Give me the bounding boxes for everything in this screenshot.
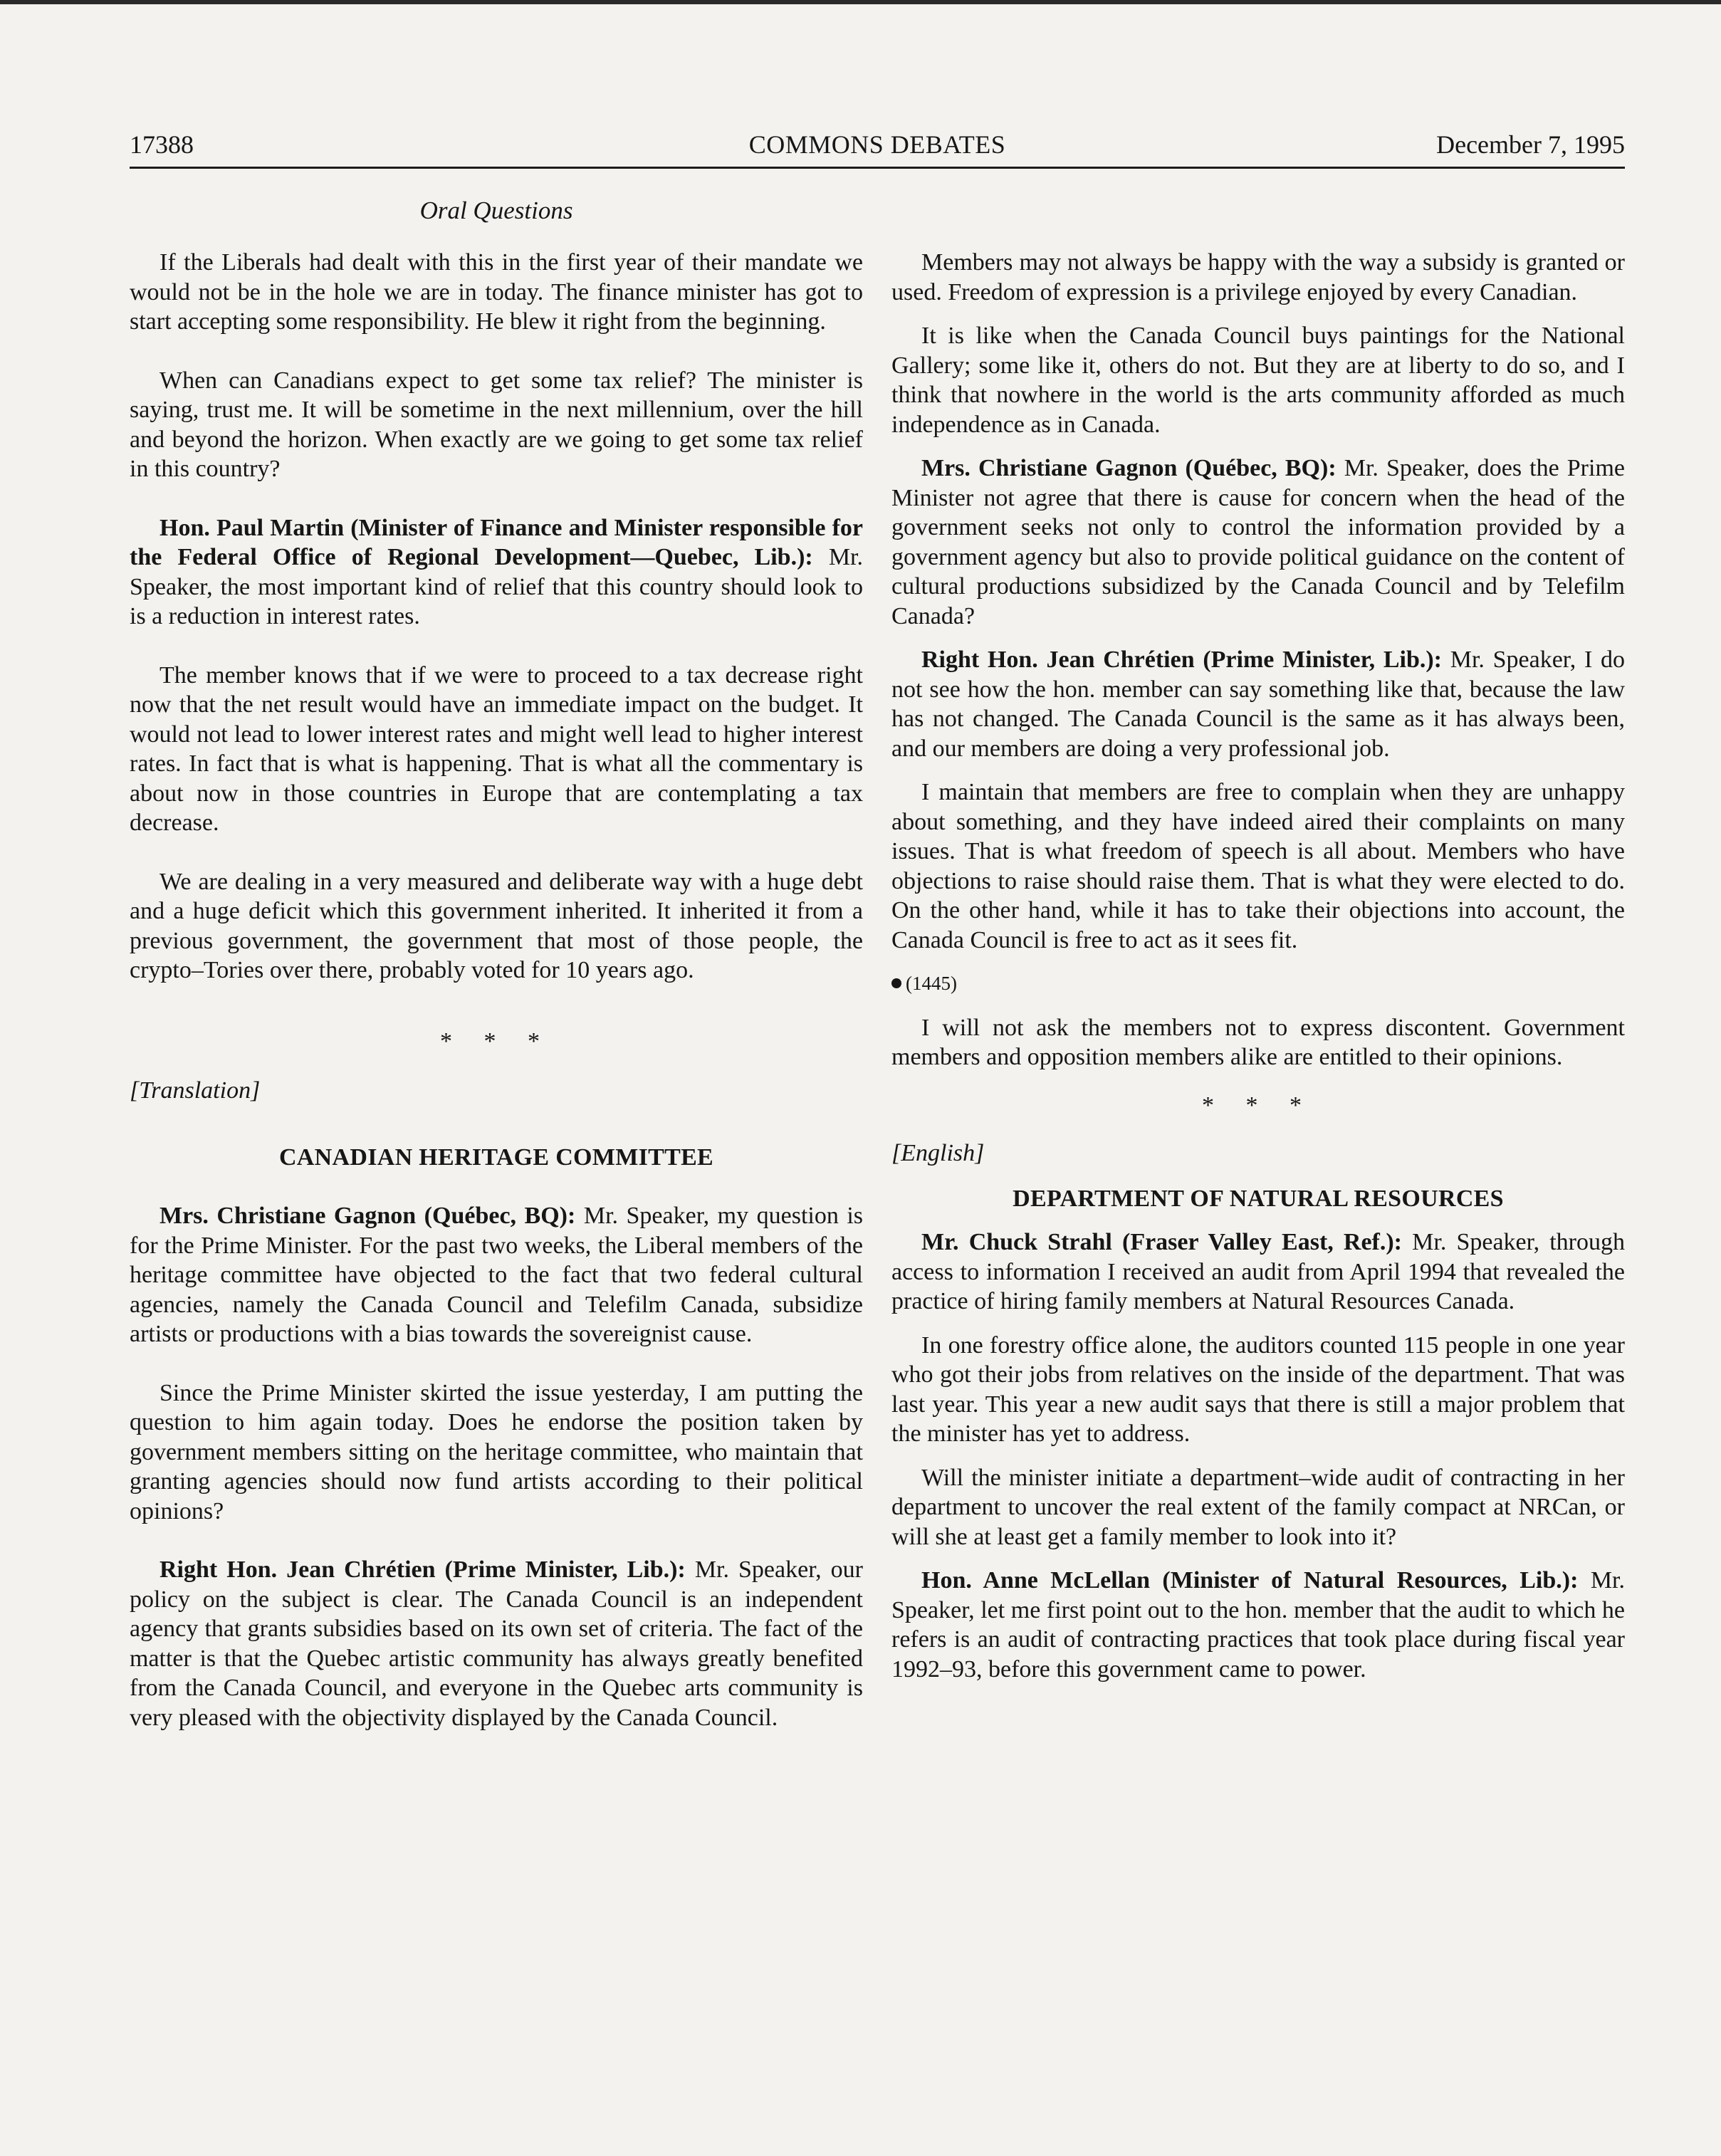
paragraph: Will the minister initiate a department–wide audit of contracting in her department to uncover the real extent of the family compact at NRCan, or will she at least get a family member to look into it? [891,1464,1625,1550]
page-number: 17388 [130,130,194,159]
time-stamp: (1445) [906,973,957,994]
time-marker [891,969,1625,999]
paragraph: The member knows that if we were to proceed to a tax decrease right now that the net result would have an immediate impact on the budget. It would not lead to lower interest rates and might well lead to higher interest rates. In fact that is what is happening. That is what all the commentary is about now in those countries in Europe that are contemplating a tax decrease. [130,661,863,836]
paragraph: When can Canadians expect to get some tax relief? The minister is saying, trust me. It will be sometime in the next millennium, over the hill and beyond the horizon. When exactly are we going to get some tax relief in this country? [130,367,863,482]
speech-text: Mr. Speaker, my question is for the Prime Minister. For the past two weeks, the Liberal members of the heritage committee have objected to the fact that two federal cultural agencies, namely the Canada Council and Telefilm Canada, subsidize artists or productions with a bias towards the sovereignist cause. [130,1203,864,1347]
section-heading: CANADIAN HERITAGE COMMITTEE [278,1144,714,1171]
speech-text: Mr. Speaker, through access to information I received an audit from April 1994 that revealed the practice of hiring family members at Natural Resources Canada. [891,1229,1626,1314]
speaker-name: Mr. Chuck Strahl (Fraser Valley East, Ref.): [921,1229,1403,1255]
paragraph: In one forestry office alone, the auditors counted 115 people in one year who got their jobs from relatives on the inside of the department. That was last year. This year a new audit says that there is still a major problem that the minister has yet to address. [891,1331,1625,1447]
speech-text: Mr. Speaker, let me first point out to the hon. member that the audit to which he refers is an audit of contracting practices that took place during fiscal year 1992–93, before this government came to power. [891,1567,1626,1683]
speaker-name: Hon. Paul Martin (Minister of Finance and Minister responsible for the Federal Office of Regional Development—Quebec, Lib.): [130,514,863,570]
speech-paragraph [130,1201,863,1349]
section-heading: DEPARTMENT OF NATURAL RESOURCES [1013,1185,1504,1212]
speaker-name: Right Hon. Jean Chrétien (Prime Minister, Lib.): [921,647,1442,673]
speaker-name: Hon. Anne McLellan (Minister of Natural Resources, Lib.): [921,1567,1579,1594]
speech-text: Mr. Speaker, I do not see how the hon. member can say something like that, because the law has not changed. The Canada Council is the same as it has always been, and our members are doing a very professional job. [891,647,1625,762]
paragraph: I will not ask the members not to express discontent. Government members and opposition members alike are entitled to their opinions. [891,1014,1625,1070]
header-rule [130,167,1625,169]
speech-text: Mr. Speaker, does the Prime Minister not agree that there is cause for concern when the head of the government seeks not only to control the information provided by a government agency but also to provide political guidance on the content of cultural productions subsidized by the Canada Council and by Telefilm Canada? [891,455,1625,629]
speech-paragraph [891,1566,1625,1684]
language-tag: [Translation] [130,1077,261,1104]
publication-date: December 7, 1995 [1436,130,1625,159]
paragraph: I maintain that members are free to complain when they are unhappy about something, and they have indeed aired their complaints on many issues. That is what freedom of speech is all about. Members who have objections to raise should raise them. That is what they were elected to do. On the other hand, while it has to take their objections into account, the Canada Council is free to act as it sees fit. [891,779,1625,953]
speech-paragraph [130,513,863,632]
speaker-name: Mrs. Christiane Gagnon (Québec, BQ): [159,1203,576,1229]
speaker-name: Mrs. Christiane Gagnon (Québec, BQ): [921,455,1336,481]
speech-paragraph [891,454,1625,631]
section-separator: * * * [440,1027,553,1055]
paragraph: It is like when the Canada Council buys paintings for the National Gallery; some like it, others do not. But they are at liberty to do so, and I think that nowhere in the world is the arts community afforded as much independence as in Canada. [891,323,1625,438]
speech-paragraph [891,645,1625,763]
publication-title: COMMONS DEBATES [748,130,1006,159]
section-separator: * * * [1202,1092,1314,1119]
speech-text: Mr. Speaker, our policy on the subject is clear. The Canada Council is an independent agency that grants subsidies based on its own set of criteria. The fact of the matter is that the Quebec artistic community has always greatly benefited from the Canada Council, and everyone in the Quebec arts community is very pleased with the objectivity displayed by the Canada Council. [130,1556,863,1731]
bullet-icon [891,978,901,988]
right-column [891,248,1625,1684]
paragraph: Since the Prime Minister skirted the issue yesterday, I am putting the question to him again today. Does he endorse the position taken by government members sitting on the heritage committee, who maintain that granting agencies should now fund artists according to their political opinions? [130,1379,863,1524]
section-label: Oral Questions [419,197,573,224]
speech-paragraph [891,1228,1625,1317]
speaker-name: Right Hon. Jean Chrétien (Prime Minister, Lib.): [159,1556,686,1583]
paragraph: If the Liberals had dealt with this in the first year of their mandate we would not be in the hole we are in today. The finance minister has got to start accepting some responsibility. He blew it right from the beginning. [130,249,863,335]
language-tag: [English] [891,1140,985,1166]
speech-paragraph [130,1555,863,1732]
speech-text: Mr. Speaker, the most important kind of relief that this country should look to is a reduction in interest rates. [130,544,863,629]
left-column [130,248,863,1732]
paragraph: We are dealing in a very measured and deliberate way with a huge debt and a huge deficit which this government inherited. It inherited it from a previous government, the government that most of those people, the crypto–Tories over there, probably voted for 10 years ago. [130,868,863,983]
paragraph: Members may not always be happy with the way a subsidy is granted or used. Freedom of expression is a privilege enjoyed by every Canadian. [891,249,1625,305]
scan-edge [0,0,1721,4]
page-header [130,125,1625,164]
